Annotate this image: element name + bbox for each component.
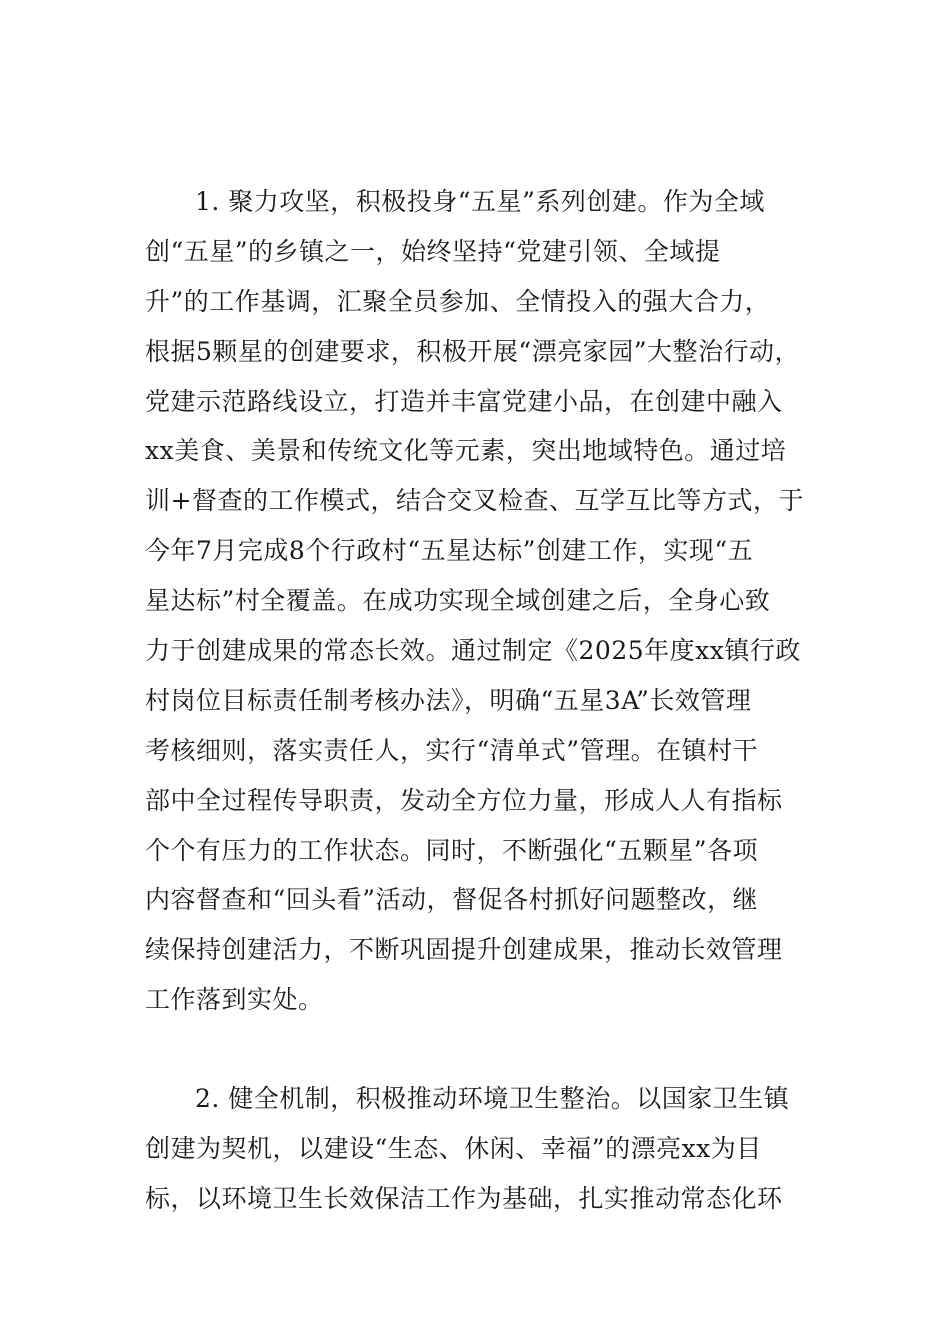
paragraph-line: 考核细则，落实责任人，实行“清单式”管理。在镇村干	[145, 735, 759, 765]
paragraph-line: 训+督查的工作模式，结合交叉检查、互学互比等方式，于	[145, 486, 804, 516]
paragraph-line: 根据5颗星的创建要求，积极开展“漂亮家园”大整治行动，	[145, 336, 800, 366]
paragraph-line: 1. 聚力攻坚，积极投身“五星”系列创建。作为全域	[195, 187, 765, 216]
paragraph-line: 续保持创建活力，不断巩固提升创建成果，推动长效管理	[145, 935, 783, 965]
paragraph-environmental-sanitation	[145, 1074, 815, 1224]
paragraph-line: 工作落到实处。	[145, 985, 324, 1015]
paragraph-line: 创建为契机，以建设“生态、休闲、幸福”的漂亮xx为目	[145, 1133, 762, 1163]
paragraph-line: 星达标”村全覆盖。在成功实现全域创建之后，全身心致	[145, 586, 771, 616]
paragraph-line: 个个有压力的工作状态。同时，不断强化“五颗星”各项	[145, 835, 759, 865]
paragraph-line: 力于创建成果的常态长效。通过制定《2025年度xx镇行政	[145, 636, 801, 666]
paragraph-line: 部中全过程传导职责，发动全方位力量，形成人人有指标	[145, 785, 783, 815]
paragraph-line: 村岗位目标责任制考核办法》，明确“五星3A”长效管理	[145, 685, 752, 715]
paragraph-line: 内容督查和“回头看”活动，督促各村抓好问题整改，继	[145, 885, 759, 915]
paragraph-line: 2. 健全机制，积极推动环境卫生整治。以国家卫生镇	[195, 1084, 790, 1113]
paragraph-line: 党建示范路线设立，打造并丰富党建小品，在创建中融入	[145, 386, 783, 416]
paragraph-line: xx美食、美景和传统文化等元素，突出地域特色。通过培	[145, 436, 787, 466]
paragraph-line: 升”的工作基调，汇聚全员参加、全情投入的强大合力，	[145, 286, 771, 316]
paragraph-line: 创“五星”的乡镇之一，始终坚持“党建引领、全域提	[145, 236, 721, 266]
paragraph-line: 标，以环境卫生长效保洁工作为基础，扎实推动常态化环	[145, 1183, 783, 1213]
paragraph-five-star-creation	[145, 177, 815, 1025]
paragraph-line: 今年7月完成8个行政村“五星达标”创建工作，实现“五	[145, 536, 754, 566]
